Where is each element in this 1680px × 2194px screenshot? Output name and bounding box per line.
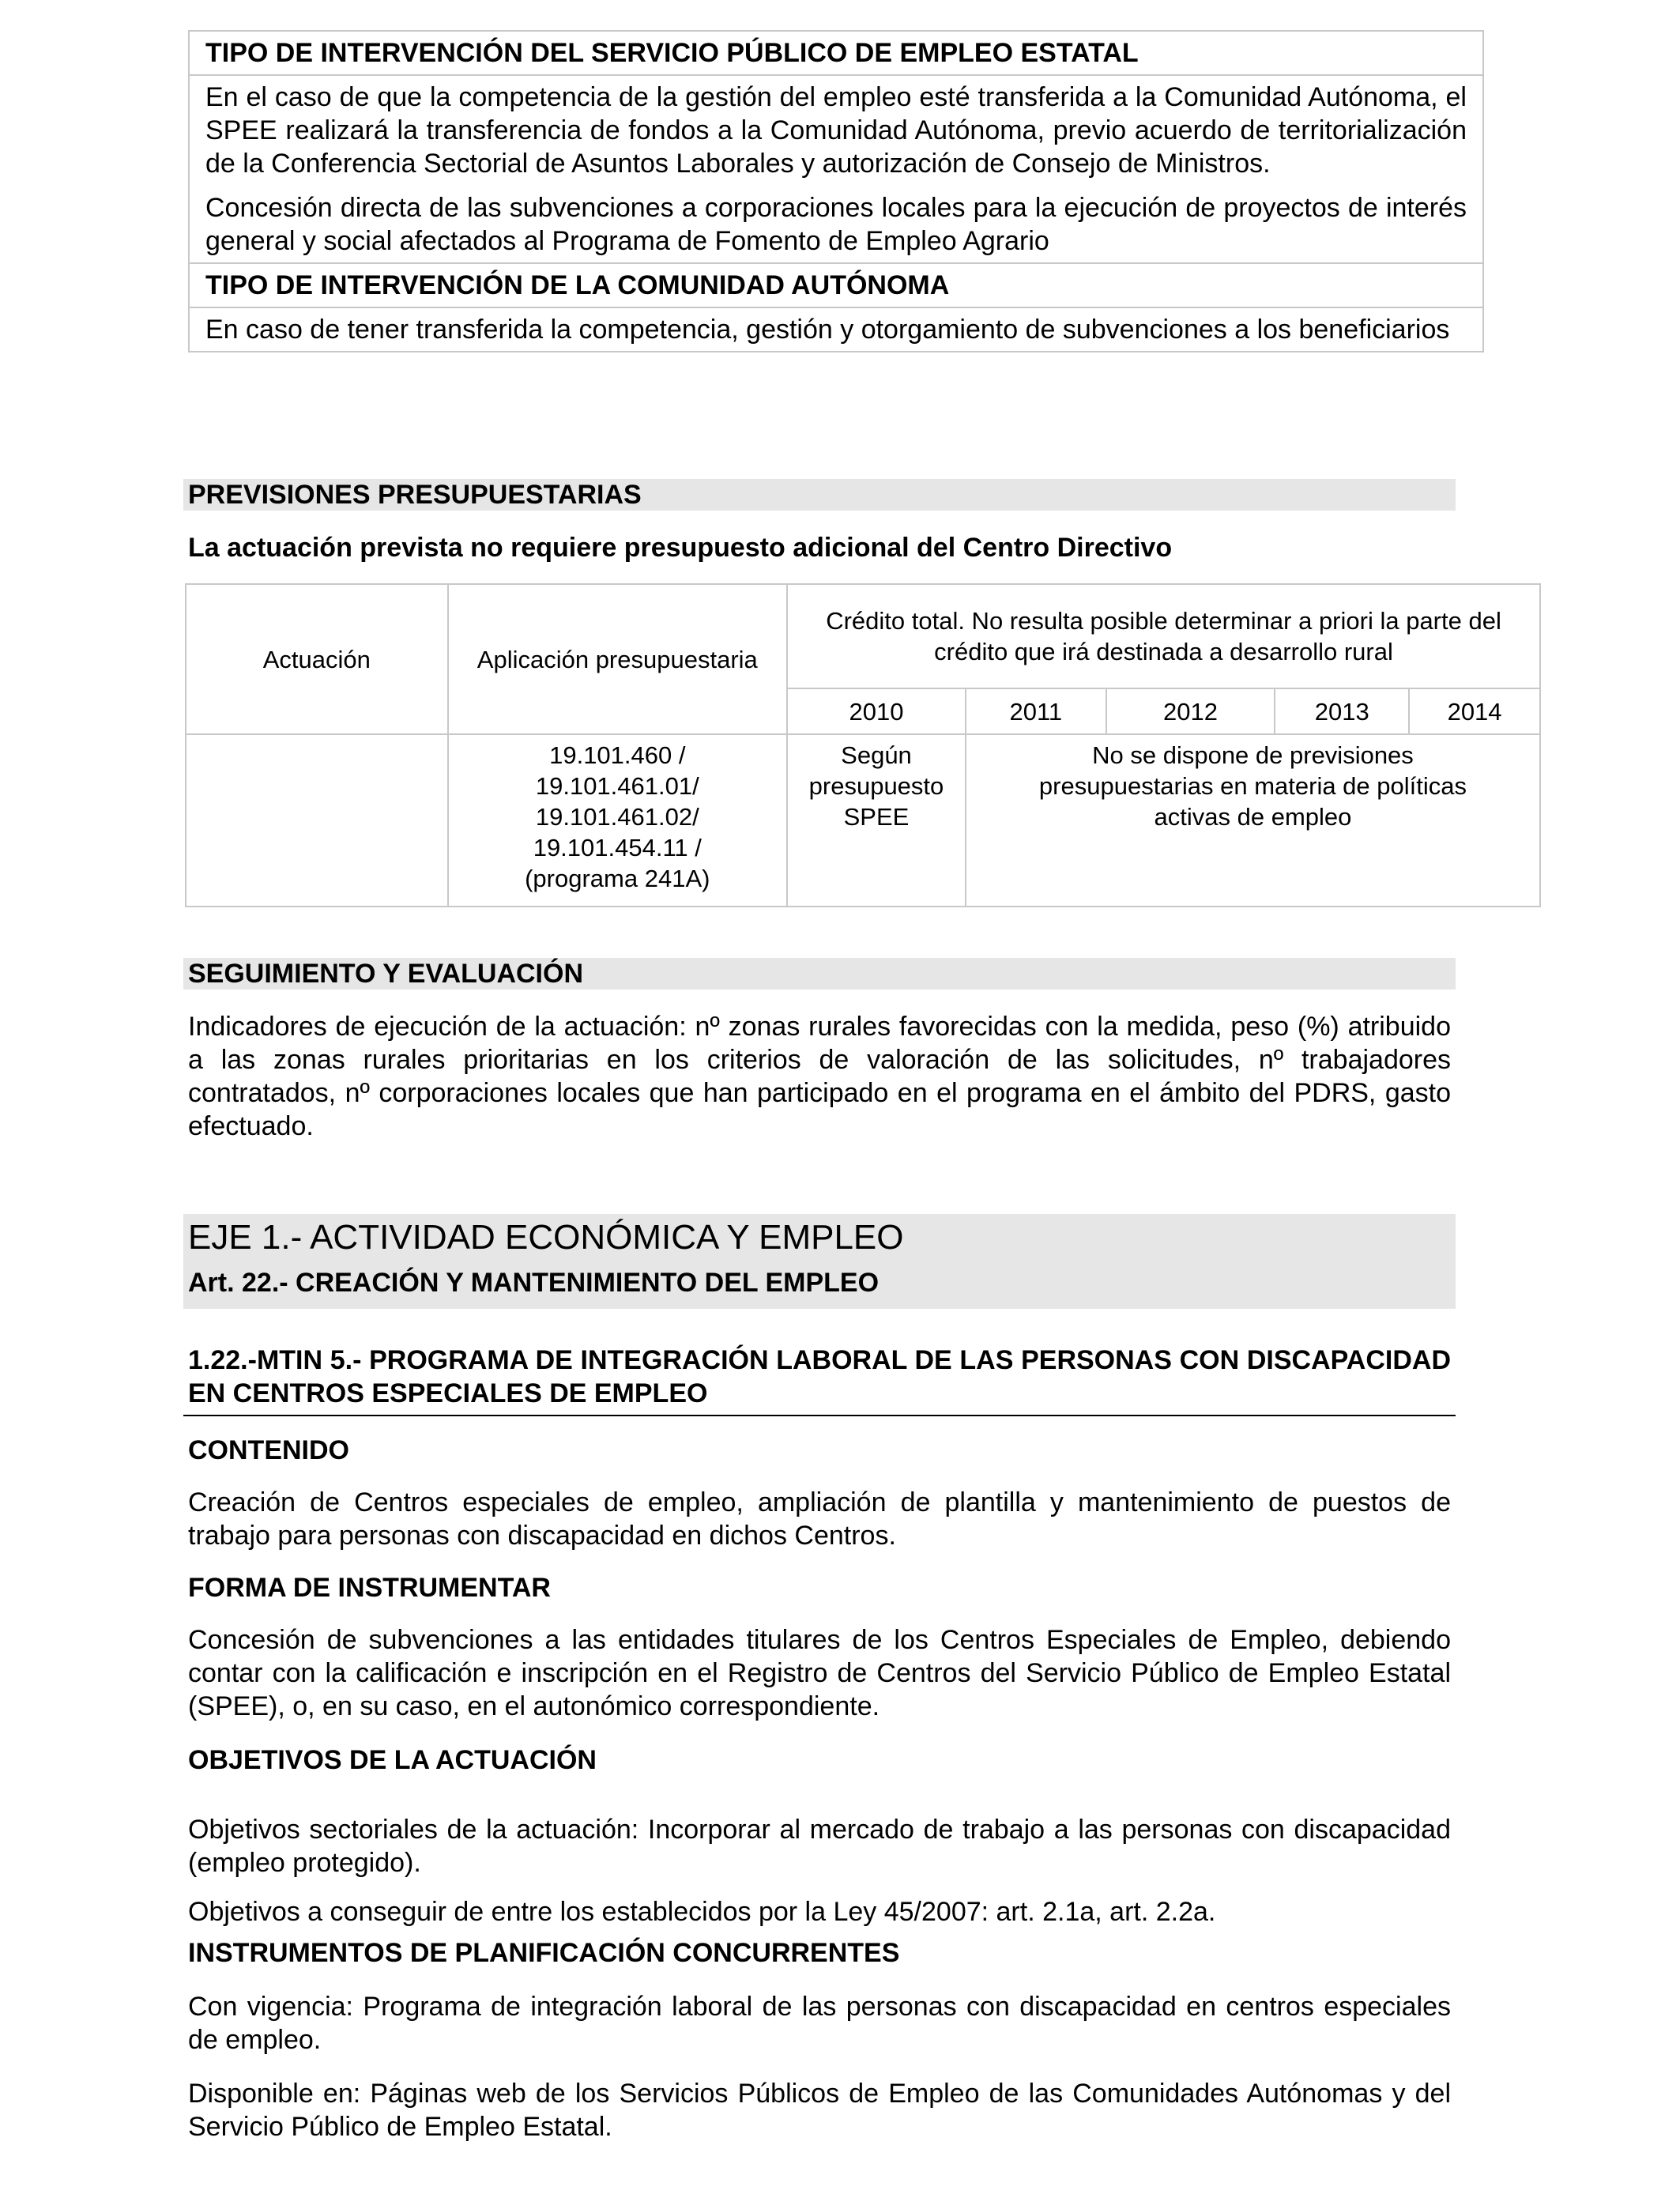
year-header: 2012 (1106, 688, 1275, 734)
aplicacion-line: (programa 241A) (525, 865, 710, 892)
aplicacion-line: 19.101.460 / (549, 741, 686, 769)
credit-line: No se dispone de previsiones (1092, 741, 1414, 769)
year-header: 2010 (787, 688, 966, 734)
ca-intervention-heading: TIPO DE INTERVENCIÓN DE LA COMUNIDAD AUTÓNOMA (190, 262, 1482, 307)
previsiones-subtitle: La actuación prevista no requiere presupuesto adicional del Centro Directivo (188, 533, 1173, 563)
forma-heading: FORMA DE INSTRUMENTAR (188, 1573, 551, 1603)
contenido-heading: CONTENIDO (188, 1435, 349, 1465)
title-divider (183, 1415, 1456, 1416)
eje-header-band (183, 1214, 1456, 1309)
objetivos-text (188, 1813, 1451, 1928)
credit-line: presupuesto (808, 772, 944, 800)
forma-text (188, 1623, 1451, 1723)
aplicacion-line: 19.101.454.11 / (533, 834, 702, 861)
article-title: Art. 22.- CREACIÓN Y MANTENIMIENTO DEL EMPLEO (188, 1268, 880, 1298)
row-rest-cell (966, 734, 1540, 907)
intervention-box (188, 30, 1484, 352)
instrumentos-heading: INSTRUMENTOS DE PLANIFICACIÓN CONCURRENTES (188, 1938, 900, 1968)
col-aplicacion-header: Aplicación presupuestaria (448, 584, 787, 734)
seguimiento-paragraph: Indicadores de ejecución de la actuación: nº zonas rurales favorecidas con la medida, peso (%) atribuido a las zonas rurales prioritarias en los criterios de valoración de las solicitudes, nº trabajadores contratados, nº corporaciones locales que han participado en el programa en el ámbito del PDRS, gasto efectuado. (188, 1012, 1451, 1141)
year-header: 2011 (966, 688, 1106, 734)
credit-line: Según (841, 741, 912, 769)
program-title: 1.22.-MTIN 5.- PROGRAMA DE INTEGRACIÓN LABORAL DE LAS PERSONAS CON DISCAPACIDAD EN CENTROS ESPECIALES DE EMPLEO (188, 1345, 1451, 1408)
estatal-paragraph: Concesión directa de las subvenciones a corporaciones locales para la ejecución de proyectos de interés general y social afectados al Programa de Fomento de Empleo Agrario (205, 193, 1467, 256)
objetivos-paragraph: Objetivos sectoriales de la actuación: Incorporar al mercado de trabajo a las personas con discapacidad (empleo protegido). (188, 1815, 1451, 1878)
seguimiento-heading: SEGUIMIENTO Y EVALUACIÓN (183, 958, 1456, 990)
credit-line: activas de empleo (1154, 803, 1352, 831)
instrumentos-paragraph: Disponible en: Páginas web de los Servicios Públicos de Empleo de las Comunidades Autónomas y del Servicio Público de Empleo Estatal. (188, 2079, 1451, 2142)
objetivos-heading: OBJETIVOS DE LA ACTUACIÓN (188, 1745, 597, 1775)
ca-intervention-body (190, 307, 1482, 351)
year-header: 2013 (1275, 688, 1409, 734)
row-aplicacion-cell (448, 734, 787, 907)
ca-paragraph: En caso de tener transferida la competencia, gestión y otorgamiento de subvenciones a los beneficiarios (205, 315, 1450, 345)
col-credito-header: Crédito total. No resulta posible determinar a priori la parte del crédito que irá destinada a desarrollo rural (787, 584, 1540, 688)
forma-paragraph: Concesión de subvenciones a las entidades titulares de los Centros Especiales de Empleo, debiendo contar con la calificación e inscripción en el Registro de Centros del Servicio Público de Empleo Estatal (SPEE), o, en su caso, en el autonómico correspondiente. (188, 1625, 1451, 1721)
estatal-intervention-heading: TIPO DE INTERVENCIÓN DEL SERVICIO PÚBLICO DE EMPLEO ESTATAL (205, 38, 1139, 68)
contenido-paragraph: Creación de Centros especiales de empleo, ampliación de plantilla y mantenimiento de puestos de trabajo para personas con discapacidad en dichos Centros. (188, 1487, 1451, 1551)
estatal-paragraph: En el caso de que la competencia de la gestión del empleo esté transferida a la Comunidad Autónoma, el SPEE realizará la transferencia de fondos a la Comunidad Autónoma, previo acuerdo de territorialización de la Conferencia Sectorial de Asuntos Laborales y autorización de Consejo de Ministros. (205, 82, 1467, 179)
contenido-text (188, 1486, 1451, 1552)
credit-line: SPEE (843, 803, 910, 831)
col-actuacion-header: Actuación (186, 584, 448, 734)
instrumentos-paragraph: Con vigencia: Programa de integración laboral de las personas con discapacidad en centros especiales de empleo. (188, 1992, 1451, 2055)
year-header: 2014 (1409, 688, 1540, 734)
seguimiento-text (188, 1010, 1451, 1143)
aplicacion-line: 19.101.461.02/ (535, 803, 699, 831)
budget-table (185, 583, 1541, 907)
objetivos-paragraph: Objetivos a conseguir de entre los establecidos por la Ley 45/2007: art. 2.1a, art. 2.2a. (188, 1897, 1216, 1927)
row-2010-cell (787, 734, 966, 907)
row-actuacion-cell (186, 734, 448, 907)
credit-line: presupuestarias en materia de políticas (1038, 772, 1467, 800)
eje-title: EJE 1.- ACTIVIDAD ECONÓMICA Y EMPLEO (188, 1218, 904, 1257)
instrumentos-text (188, 1990, 1451, 2143)
previsiones-heading: PREVISIONES PRESUPUESTARIAS (183, 479, 1456, 511)
estatal-intervention-body (190, 74, 1482, 262)
aplicacion-line: 19.101.461.01/ (535, 772, 699, 800)
